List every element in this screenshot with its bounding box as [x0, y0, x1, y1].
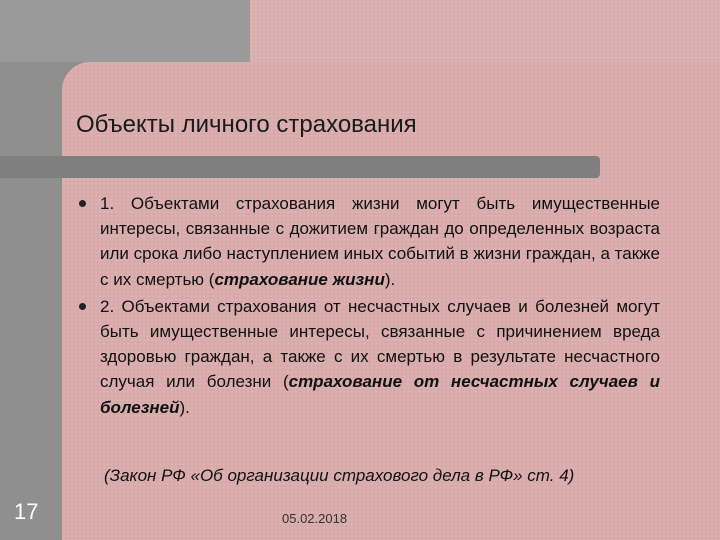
top-pink-texture	[250, 0, 720, 62]
item-emphasis: страхование жизни	[214, 269, 385, 289]
item-text: 2. Объектами страхования от несчастных случаев и болезней могут быть имущественные интересы, связанные с причинением вреда здоровью граждан, а также с их смертью в результате несчастного случая или болезни (	[100, 296, 660, 392]
slide-title: Объекты личного страхования	[76, 111, 417, 138]
list-item	[78, 191, 660, 292]
law-reference: (Закон РФ «Об организации страхового дела в РФ» ст. 4)	[104, 466, 575, 485]
bullet-list	[78, 191, 660, 422]
item-tail: ).	[179, 397, 190, 417]
slide-number: 17	[14, 499, 39, 524]
item-text: 1. Объектами страхования жизни могут быть имущественные интересы, связанные с дожитием граждан до определенных возраста или срока либо наступлением иных событий в жизни граждан, а также с их смертью (	[100, 194, 660, 289]
bullet-icon	[79, 303, 86, 310]
top-gray-band	[0, 0, 250, 62]
list-item	[78, 294, 660, 420]
item-emphasis: страхование от несчастных случаев и болезней	[100, 372, 660, 417]
item-tail: ).	[384, 269, 396, 289]
left-gray-band	[0, 0, 62, 540]
title-divider-bar	[0, 156, 600, 178]
bullet-icon	[79, 200, 86, 207]
slide-date: 05.02.2018	[282, 511, 348, 526]
